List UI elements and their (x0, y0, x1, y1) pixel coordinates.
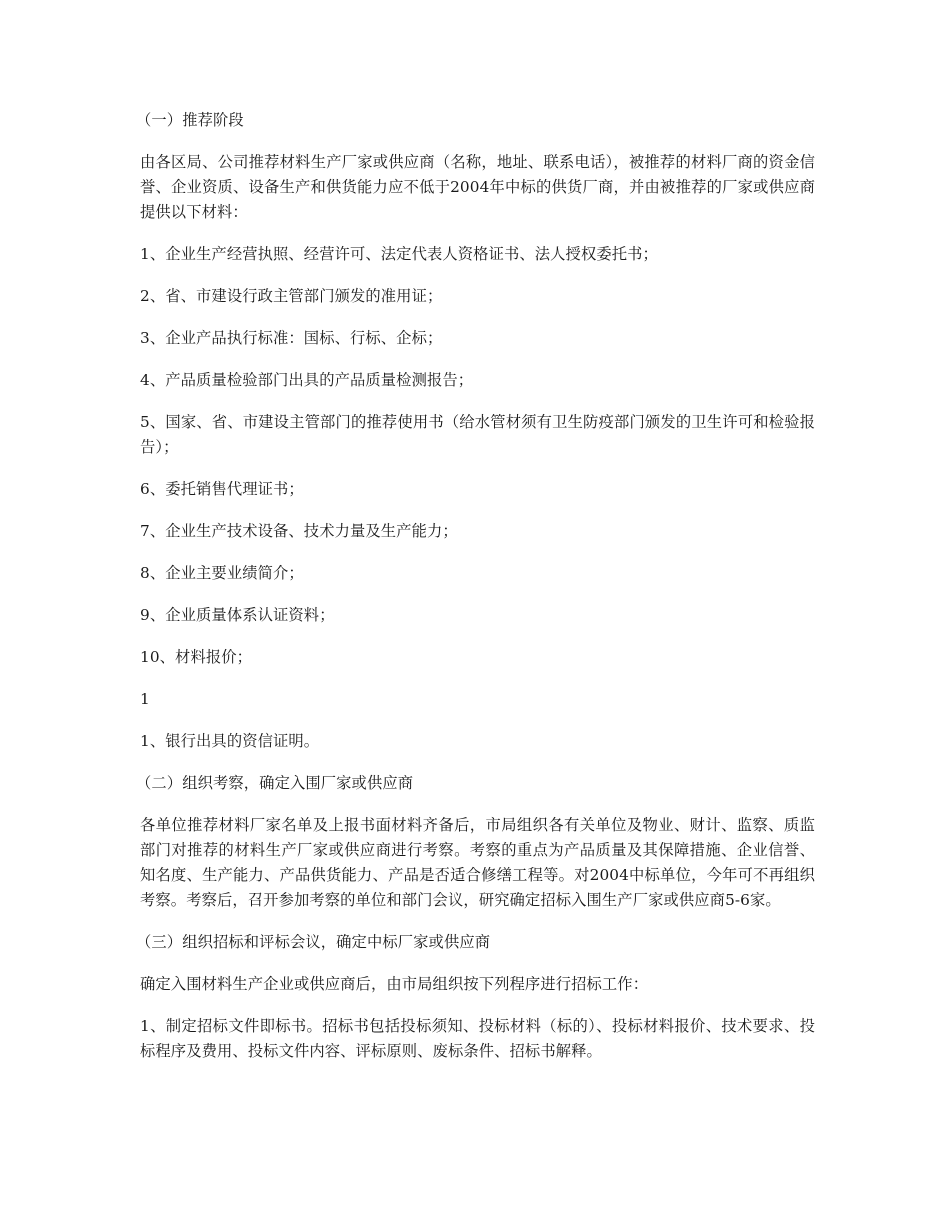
section-heading-tender: （三）组织招标和评标会议，确定中标厂家或供应商 (136, 933, 491, 951)
paragraph-tender: 确定入围材料生产企业或供应商后，由市局组织按下列程序进行招标工作： (140, 975, 649, 993)
section-heading-recommendation: （一）推荐阶段 (136, 111, 244, 129)
list-item: 9、企业质量体系认证资料； (140, 606, 335, 624)
paragraph-inspection: 各单位推荐材料厂家名单及上报书面材料齐备后，市局组织各有关单位及物业、财计、监察、质监部门对推荐的材料生产厂家或供应商进行考察。考察的重点为产品质量及其保障措施、企业信誉、知名度、生产能力、产品供货能力、产品是否适合修缮工程等。对2004中标单位，今年可不再组织考察。考察后，召开参加考察的单位和部门会议，研究确定招标入围生产厂家或供应商5-6家。 (140, 816, 815, 909)
page-number: 1 (140, 690, 150, 708)
list-item: 1、制定招标文件即标书。招标书包括投标须知、投标材料（标的）、投标材料报价、技术要求、投标程序及费用、投标文件内容、评标原则、废标条件、招标书解释。 (140, 1017, 815, 1060)
list-item: 1、企业生产经营执照、经营许可、法定代表人资格证书、法人授权委托书； (140, 245, 658, 263)
paragraph-intro: 由各区局、公司推荐材料生产厂家或供应商（名称，地址、联系电话），被推荐的材料厂商的资金信誉、企业资质、设备生产和供货能力应不低于2004年中标的供货厂商，并由被推荐的厂家或供应商提供以下材料： (140, 153, 815, 221)
list-item: 2、省、市建设行政主管部门颁发的准用证； (140, 287, 443, 305)
document-body (136, 108, 815, 1081)
list-item: 7、企业生产技术设备、技术力量及生产能力； (140, 522, 458, 540)
list-item: 5、国家、省、市建设主管部门的推荐使用书（给水管材须有卫生防疫部门颁发的卫生许可和检验报告）； (140, 413, 815, 456)
list-item: 8、企业主要业绩简介； (140, 564, 304, 582)
list-item: 3、企业产品执行标准：国标、行标、企标； (140, 329, 443, 347)
list-item: 1、银行出具的资信证明。 (140, 732, 320, 750)
section-heading-inspection: （二）组织考察，确定入围厂家或供应商 (136, 774, 414, 792)
list-item: 4、产品质量检验部门出具的产品质量检测报告； (140, 371, 474, 389)
list-item: 6、委托销售代理证书； (140, 480, 304, 498)
list-item: 10、材料报价； (140, 648, 253, 666)
